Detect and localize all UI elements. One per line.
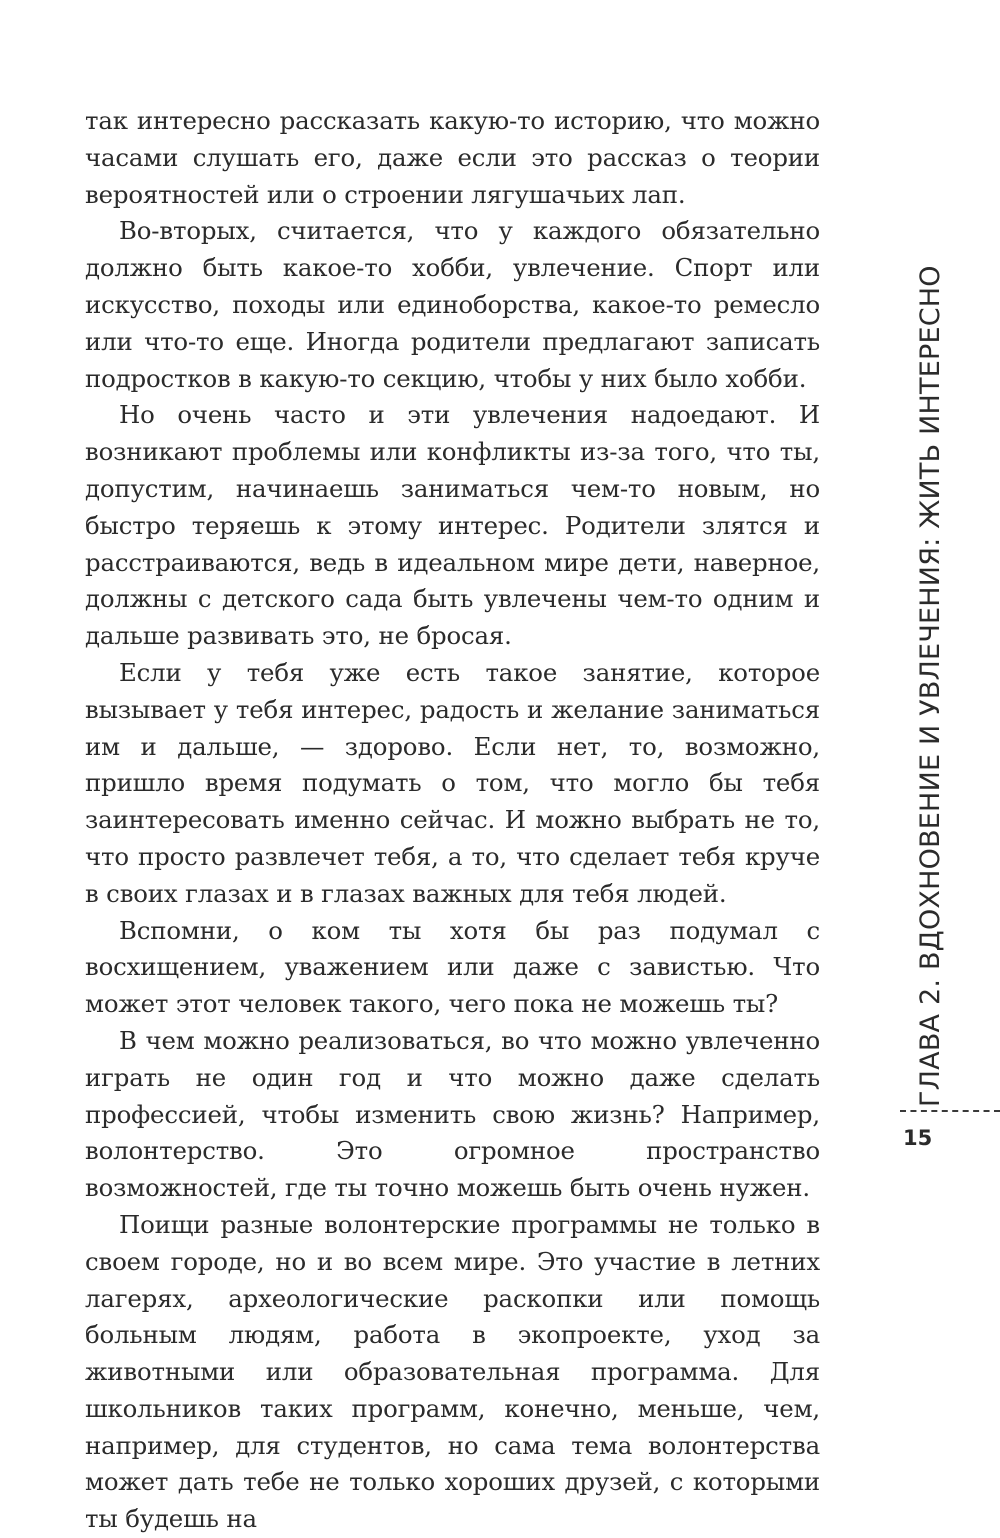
paragraph-programs: Поищи разные волонтерские программы не только в своем городе, но и во всем мире. Это участие в летних лагерях, археологические раскопки или помощь больным людям, работа в экопроекте, уход за животными или образовательная программа. Для школьников таких программ, конечно, меньше, чем, например, для студентов, но сама тема волонтерства может дать тебе не только хороших друзей, с которыми ты будешь на [85, 1209, 820, 1534]
paragraph-interest-loss: Но очень часто и эти увлечения надоедают. И возникают проблемы или конфликты из-за того, что ты, допустим, начинаешь заниматься чем-то новым, но быстро теряешь к этому интерес. Родители злятся и расстраиваются, ведь в идеальном мире дети, наверное, должны с детского сада быть увлечены чем-то одним и дальше развивать это, не бросая. [85, 400, 820, 651]
body-text [85, 103, 820, 1538]
paragraph-hobby: Во-вторых, считается, что у каждого обязательно должно быть какое-то хобби, увлечение. Спорт или искусство, походы или единоборства, какое-то ремесло или что-то еще. Иногда родители предлагают записать подростков в какую-то секцию, чтобы у них было хобби. [85, 216, 820, 393]
paragraph-volunteering: В чем можно реализоваться, во что можно увлеченно играть не один год и что можно даже сделать профессией, чтобы изменить свою жизнь? Например, волонтерство. Это огромное пространство возможностей, где ты точно можешь быть очень нужен. [85, 1025, 820, 1203]
paragraph-admiration: Вспомни, о ком ты хотя бы раз подумал с восхищением, уважением или даже с завистью. Что может этот человек такого, чего пока не можешь ты? [85, 915, 820, 1019]
paragraph-choice: Если у тебя уже есть такое занятие, которое вызывает у тебя интерес, радость и желание заниматься им и дальше, — здорово. Если нет, то, возможно, пришло время подумать о том, что могло бы тебя заинтересовать именно сейчас. И можно выбрать не то, что просто развлечет тебя, а то, что сделает тебя круче в своих глазах и в глазах важных для тебя людей. [85, 657, 820, 908]
paragraph-continuation: так интересно рассказать какую-то историю, что можно часами слушать его, даже если это рассказ о теории вероятностей или о строении лягушачьих лап. [85, 106, 820, 209]
page-number: 15 [903, 1126, 933, 1150]
running-title-divider [900, 1110, 1000, 1112]
chapter-running-title: ГЛАВА 2. ВДОХНОВЕНИЕ И УВЛЕЧЕНИЯ: ЖИТЬ ИНТЕРЕСНО [915, 265, 946, 1107]
